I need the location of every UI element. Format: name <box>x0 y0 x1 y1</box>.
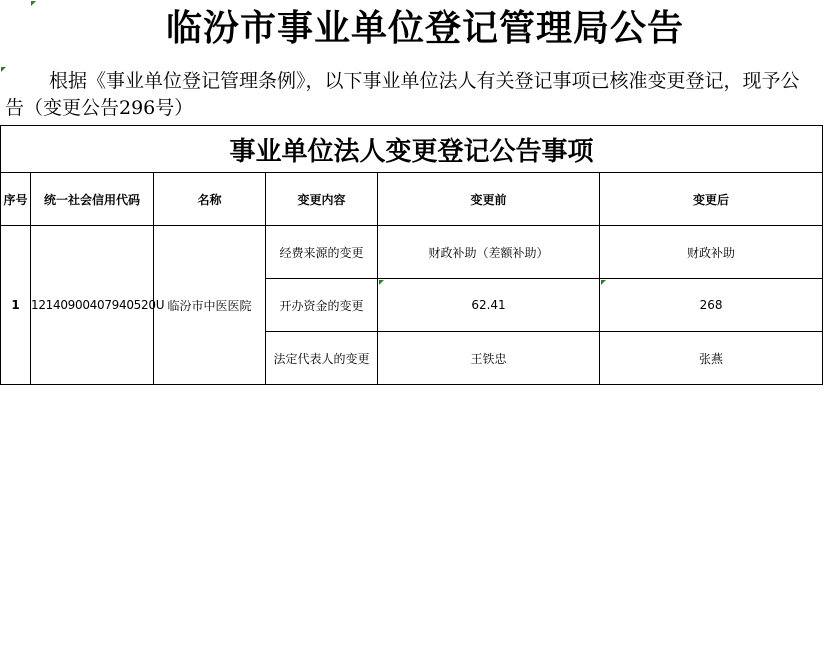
change-item: 法定代表人的变更 <box>266 332 378 385</box>
header-after: 变更后 <box>600 173 823 226</box>
page-title: 临汾市事业单位登记管理局公告 <box>165 7 684 49</box>
change-before: 王铁忠 <box>378 332 600 385</box>
change-before <box>378 279 600 332</box>
header-change-item: 变更内容 <box>266 173 378 226</box>
intro-paragraph: 根据《事业单位登记管理条例》，以下事业单位法人有关登记事项已核准变更登记，现予公告（变更公告296号） <box>5 70 800 119</box>
record-seq: 1 <box>1 226 31 385</box>
table-caption: 事业单位法人变更登记公告事项 <box>1 126 823 173</box>
header-seq: 序号 <box>1 173 31 226</box>
table-row <box>1 226 823 279</box>
change-item: 开办资金的变更 <box>266 279 378 332</box>
record-name: 临汾市中医医院 <box>154 226 266 385</box>
notice-table <box>0 125 823 385</box>
header-before: 变更前 <box>378 173 600 226</box>
header-name: 名称 <box>154 173 266 226</box>
record-credit-code: 12140900407940520U <box>31 226 154 385</box>
change-before: 财政补助（差额补助） <box>378 226 600 279</box>
change-after-value: 268 <box>699 298 723 312</box>
change-after: 张燕 <box>600 332 823 385</box>
change-before-value: 62.41 <box>471 298 506 312</box>
change-item: 经费来源的变更 <box>266 226 378 279</box>
table-header-row <box>1 173 823 226</box>
header-credit-code: 统一社会信用代码 <box>31 173 154 226</box>
cell-comment-marker <box>379 280 384 285</box>
change-after: 财政补助 <box>600 226 823 279</box>
change-after <box>600 279 823 332</box>
cell-comment-marker <box>601 280 606 285</box>
